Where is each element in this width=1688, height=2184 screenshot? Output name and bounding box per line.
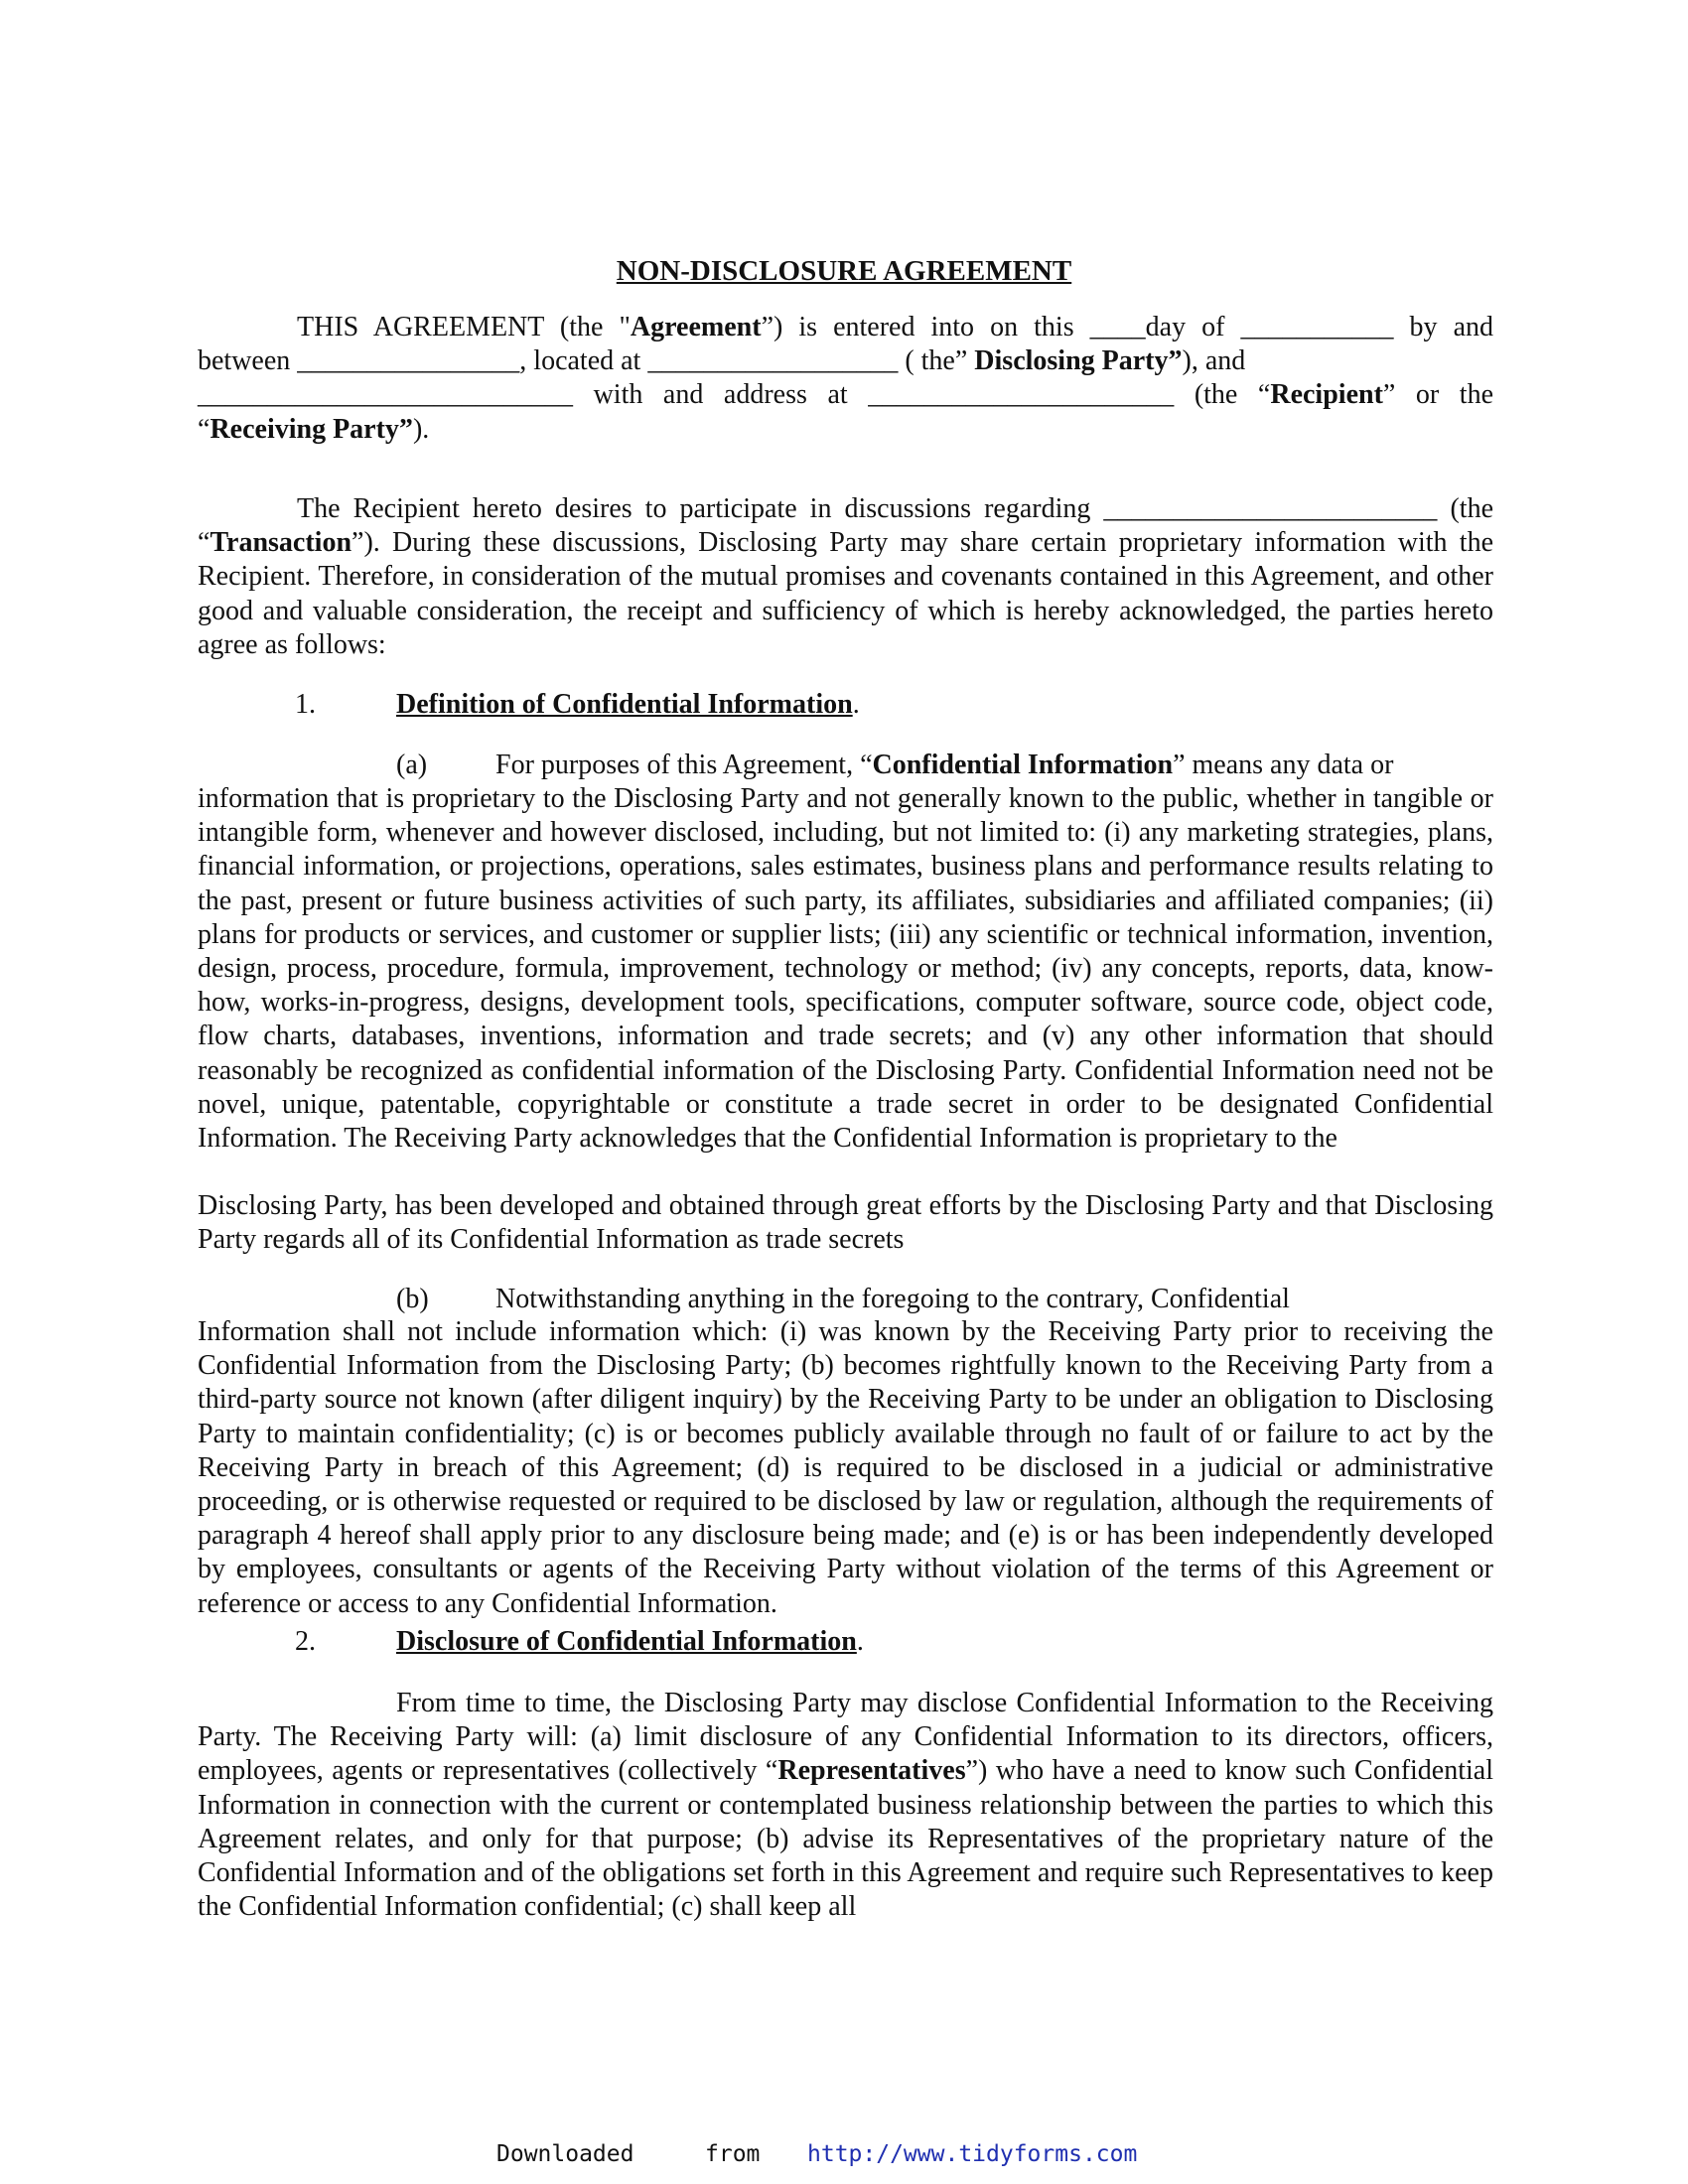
intro-line-1: THIS AGREEMENT (the "Agreement”) is entered into on this ____day of ___________ by and: [297, 312, 1493, 342]
intro-line-4: “Receiving Party”).: [198, 413, 430, 445]
section-1-title: Definition of Confidential Information: [396, 689, 853, 720]
recital-paragraph: The Recipient hereto desires to participate in discussions regarding ________________________ (the “Transaction”). During these discussions, Disclosing Party may share certain proprietary information with the Recipient. Therefore, in consideration of the mutual promises and covenants contained in this Agreement, and other good and valuable consideration, the receipt and sufficiency of which is hereby acknowledged, the parties hereto agree as follows:: [198, 493, 1493, 660]
intro-line-3: ___________________________ with and address at ______________________ (the “Recipient” or the: [198, 379, 1493, 411]
download-footer: [496, 2141, 1192, 2175]
footer-downloaded: Downloaded: [496, 2141, 634, 2167]
intro-line-2: between ________________, located at __________________ ( the” Disclosing Party”), and: [198, 345, 1246, 377]
section-1a-body: information that is proprietary to the Disclosing Party and not generally known to the public, whether in tangible or intangible form, whenever and however disclosed, including, but not limited to: (i) any marketing strategies, plans, financial information, or projections, operations, sales estimates, business plans and performance results relating to the past, present or future business activities of such party, its affiliates, subsidiaries and affiliated companies; (ii) plans for products or services, and customer or supplier lists; (iii) any scientific or technical information, invention, design, process, procedure, formula, improvement, technology or method; (iv) any concepts, reports, data, know-how, works-in-progress, designs, development tools, specifications, computer software, source code, object code, flow charts, databases, inventions, information and trade secrets; and (v) any other information that should reasonably be recognized as confidential information of the Disclosing Party. Confidential Information need not be novel, unique, patentable, copyrightable or constitute a trade secret in order to be designated Confidential Information. The Receiving Party acknowledges that the Confidential Information is proprietary to the: [198, 783, 1493, 1155]
footer-from: from: [705, 2141, 761, 2167]
section-1a-label: (a): [396, 750, 428, 780]
footer-link[interactable]: http://www.tidyforms.com: [807, 2141, 1138, 2167]
section-2-number: 2.: [295, 1626, 316, 1657]
section-2-title: Disclosure of Confidential Information: [396, 1626, 857, 1657]
section-1-number: 1.: [295, 689, 316, 720]
document-title: NON-DISCLOSURE AGREEMENT: [616, 255, 1072, 287]
section-1b-label: (b): [396, 1284, 429, 1314]
intro-paragraph: [198, 311, 1493, 447]
section-1a-tail: Disclosing Party, has been developed and obtained through great efforts by the Disclosing Party and that Disclosing Party regards all of its Confidential Information as trade secrets: [198, 1190, 1493, 1256]
section-1b-body: Information shall not include information which: (i) was known by the Receiving Party prior to receiving the Confidential Information from the Disclosing Party; (b) becomes rightfully known to the Receiving Party from a third-party source not known (after diligent inquiry) by the Receiving Party to be under an obligation to Disclosing Party to maintain confidentiality; (c) is or becomes publicly available through no fault of or failure to act by the Receiving Party in breach of this Agreement; (d) is required to be disclosed in a judicial or administrative proceeding, or is otherwise requested or required to be disclosed by law or regulation, although the requirements of paragraph 4 hereof shall apply prior to any disclosure being made; and (e) is or has been independently developed by employees, consultants or agents of the Receiving Party without violation of the terms of this Agreement or reference or access to any Confidential Information.: [198, 1316, 1493, 1619]
document-page: NON-DISCLOSURE AGREEMENT THIS AGREEMENT (the "Agreement”) is entered into on this ____day of ___________ by and between ________________, located at __________________ ( the” Disclosing Party”), and ___________________________ with and address at ______________________ (the “Recipient” or the “Receiving Party”). The Recipient hereto desires to participate in discussions regarding ________________________ (the “Transaction”). During these discussions, Disclosing Party may share certain proprietary information with the Recipient. Therefore, in consideration of the mutual promises and covenants contained in this Agreement, and other good and valuable consideration, the receipt and sufficiency of which is hereby acknowledged, the parties hereto agree as follows: 1. Definition of Confidential Information. (a) For purposes of this Agreement, “Confidential Information” means any data or information that is proprietary to the Disclosing Party and not generally known to the public, whether in tangible or intangible form, whenever and however disclosed, including, but not limited to: (i) any marketing strategies, plans, financial information, or projections, operations, sales estimates, business plans and performance results relating to the past, present or future business activities of such party, its affiliates, subsidiaries and affiliated companies; (ii) plans for products or services, and customer or supplier lists; (iii) any scientific or technical information, invention, design, process, procedure, formula, improvement, technology or method; (iv) any concepts, reports, data, know-how, works-in-progress, designs, development tools, specifications, computer software, source code, object code, flow charts, databases, inventions, information and trade secrets; and (v) any other information that should reasonably be recognized as confidential information of the Disclosing Party. Confidential Information need not be novel, unique, patentable, copyrightable or constitute a trade secret in order to be designated Confidential Information. The Receiving Party acknowledges that the Confidential Information is proprietary to the Disclosing Party, has been developed and obtained through great efforts by the Disclosing Party and that Disclosing Party regards all of its Confidential Information as trade secrets (b) Notwithstanding anything in the foregoing to the contrary, Confidential Information shall not include information which: (i) was known by the Receiving Party prior to receiving the Confidential Information from the Disclosing Party; (b) becomes rightfully known to the Receiving Party from a third-party source not known (after diligent inquiry) by the Receiving Party to be under an obligation to Disclosing Party to maintain confidentiality; (c) is or becomes publicly available through no fault of or failure to act by the Receiving Party in breach of this Agreement; (d) is required to be disclosed in a judicial or administrative proceeding, or is otherwise requested or required to be disclosed by law or regulation, although the requirements of paragraph 4 hereof shall apply prior to any disclosure being made; and (e) is or has been independently developed by employees, consultants or agents of the Receiving Party without violation of the terms of this Agreement or reference or access to any Confidential Information. 2. Disclosure of Confidential Information. From time to time, the Disclosing Party may disclose Confidential Information to the Receiving Party. The Receiving Party will: (a) limit disclosure of any Confidential Information to its directors, officers, employees, agents or representatives (collectively “Representatives”) who have a need to know such Confidential Information in connection with the current or contemplated business relationship between the parties to which this Agreement relates, and only for that purpose; (b) advise its Representatives of the proprietary nature of the Confidential Information and of the obligations set forth in this Agreement and require such Representatives to keep the Confidential Information confidential; (c) shall keep all Downloaded from http://www.tidyforms.com: [0, 0, 1688, 2184]
section-2-body: From time to time, the Disclosing Party may disclose Confidential Information to the Receiving Party. The Receiving Party will: (a) limit disclosure of any Confidential Information to its directors, officers, employees, agents or representatives (collectively “Representatives”) who have a need to know such Confidential Information in connection with the current or contemplated business relationship between the parties to which this Agreement relates, and only for that purpose; (b) advise its Representatives of the proprietary nature of the Confidential Information and of the obligations set forth in this Agreement and require such Representatives to keep the Confidential Information confidential; (c) shall keep all: [198, 1688, 1493, 1923]
